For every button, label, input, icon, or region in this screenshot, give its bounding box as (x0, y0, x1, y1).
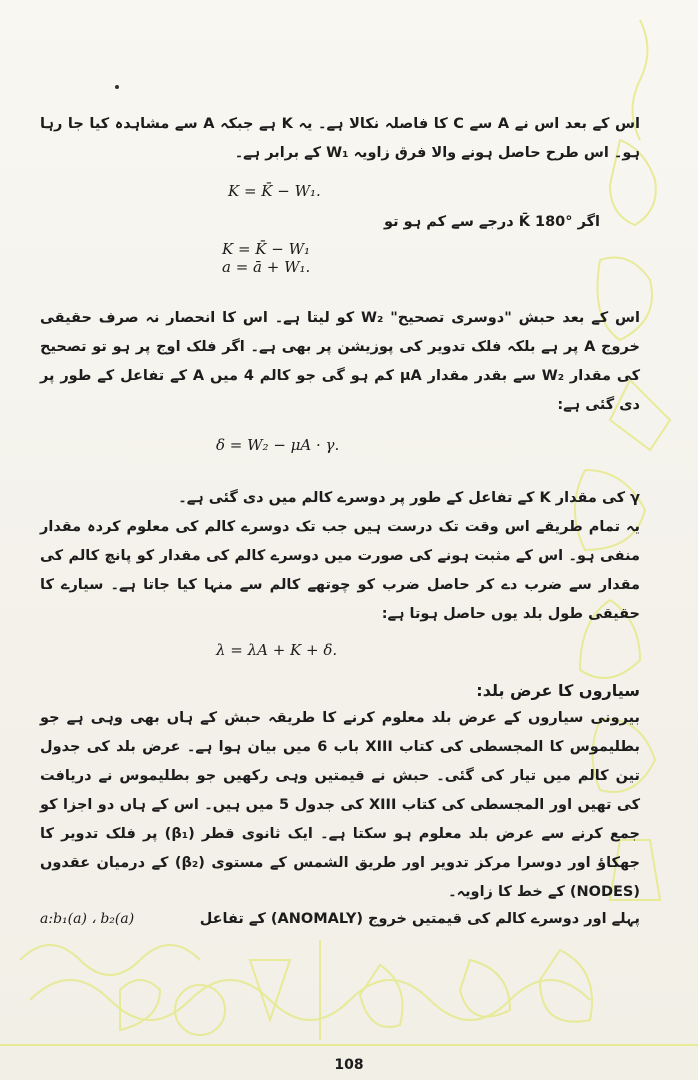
paragraph-1: اس کے بعد اس نے A سے C کا فاصلہ نکالا ہے۔ یہ K ہے جبکہ A سے مشاہدہ کیا جا رہا ہو۔ اس طرح حاصل ہونے والا فرق زاویہ W₁ کے برابر ہے۔ (40, 116, 640, 161)
paragraph-3: γ کی مقدار K کے تفاعل کے طور پر دوسرے کالم میں دی گئی ہے۔ (178, 490, 640, 506)
equation-lambda: λ = λA + K + δ. (216, 641, 338, 659)
paragraph-5: بیرونی سیاروں کے عرض بلد معلوم کرنے کا طریقہ حبش کے ہاں بھی وہی ہے جو بطلیموس کا المجسطی کی کتاب XIII باب 6 میں بیان ہوا ہے۔ عرض بلد کی جدول تین کالم میں تیار کی گئی۔ حبش نے قیمتیں وہی رکھیں جو بطلیموس نے دریافت کی تھیں اور المجسطی کی کتاب XIII کی جدول 5 میں ہیں۔ اس کے ہاں دو اجزا کو جمع کرنے سے عرض بلد معلوم ہو سکتا ہے۔ ایک ثانوی قطر (β₁) پر فلک تدویر کا جھکاؤ اور دوسرا مرکز تدویر اور طریق الشمس کے مستوی (β₂) کے درمیان عقدوں (NODES) کے خط کا زاویہ۔ (40, 710, 640, 900)
equation-k-2: K = K̄ − W₁ (222, 240, 311, 258)
paragraph-2: اس کے بعد حبش "دوسری تصحیح" W₂ کو لیتا ہے۔ اس کا انحصار نہ صرف حقیقی خروج A پر ہے بلکہ فلک تدویر کی پوزیشن پر بھی ہے۔ اگر فلک اوج پر ہو تو تصحیح کی مقدار W₂ سے بقدر مقدار μA کم ہو گی جو کالم 4 میں A کے تفاعل کے طور پر دی گئی ہے: (40, 310, 641, 413)
last-line-text: پہلے اور دوسرے کالم کی قیمتیں خروج (ANOMALY) کے تفاعل (199, 911, 640, 927)
equation-k-1: K = K̄ − W₁. (228, 182, 321, 200)
condition-line: اگر K̄ 180° درجے سے کم ہو تو (384, 214, 600, 230)
inline-functions: a:b₁(a) ، b₂(a) (40, 911, 135, 927)
section-heading: سیاروں کا عرض بلد: (476, 681, 640, 700)
paragraph-4: یہ تمام طریقے اس وقت تک درست ہیں جب تک دوسرے کالم کی معلوم کردہ مقدار منفی ہو۔ اس کے مثبت ہونے کی صورت میں دوسرے کالم کی مقدار کو پانچ کالم کی مقدار سے ضرب دے کر حاصل ضرب کو چوتھے کالم سے منہا کیا جاتا ہے۔ سیارے کا حقیقی طول بلد یوں حاصل ہوتا ہے: (40, 519, 640, 622)
page-number: 108 (334, 1057, 364, 1073)
page-content (40, 110, 640, 927)
equation-a: a = ā + W₁. (222, 258, 311, 276)
ink-dot (115, 85, 119, 89)
last-line-row (40, 911, 640, 927)
equation-delta: δ = W₂ − μA · γ. (216, 436, 340, 454)
